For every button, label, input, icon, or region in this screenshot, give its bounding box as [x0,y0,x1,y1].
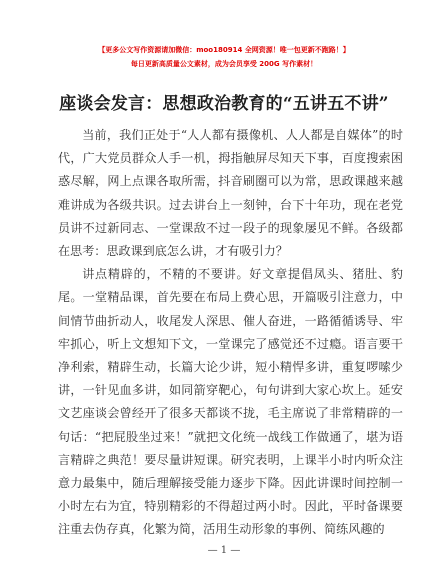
document-body [58,124,403,542]
paragraph-2: 讲点精辟的，不精的不要讲。好文章提倡凤头、猪肚、豹尾。一堂精品课，首先要在布局上费心思，开篇吸引注意力，中间情节曲折动人，收尾发人深思、催人奋进，一路循循诱导、牢牢抓心，听上文想知下文，一堂课完了感觉还不过瘾。语言要干净利索，精辟生动，长篇大论少讲，短小精悍多讲，重复啰嗦少讲，一针见血多讲，如同箭穿靶心，句句讲到大家心坎上。延安文艺座谈会曾经开了很多天都谈不拢，毛主席说了非常精辟的一句话：“把屁股坐过来！”就把文化统一战线工作做通了，堪为语言精辟之典范！要尽量讲短课。研究表明，上课半小时内听众注意力最集中，随后理解接受能力逐步下降。因此讲课时间控制一小时左右为宜，特别精彩的不得超过两小时。因此，平时备课要注重去伪存真，化繁为简，活用生动形象的事例、简练风趣的 [58,267,403,537]
page-number: — 1 — [207,545,241,556]
document-title: 座谈会发言：思想政治教育的“五讲五不讲” [59,94,389,114]
paragraph-1: 当前，我们正处于“人人都有摄像机、人人都是自媒体”的时代，广大党员群众人手一机，拇指触屏尽知天下事，百度搜索困惑尽解，网上点课各取所需，抖音刷圈可以为常，思政课越来越难讲成为各级共识。过去讲台上一刻钟，台下十年功，现在老党员讲不过新同志、一堂课敌不过一段子的现象屡见不鲜。各级都在思考：思政课到底怎么讲，才有吸引力？ [58,128,403,259]
promo-banner-line-1: 【更多公文写作资源请加微信：moo180914 全网资源！唯一包更新不跑路！】 [98,46,350,54]
promo-banner-line-2: 每日更新高质量公文素材，成为会员享受 200G 写作素材！ [130,60,318,68]
